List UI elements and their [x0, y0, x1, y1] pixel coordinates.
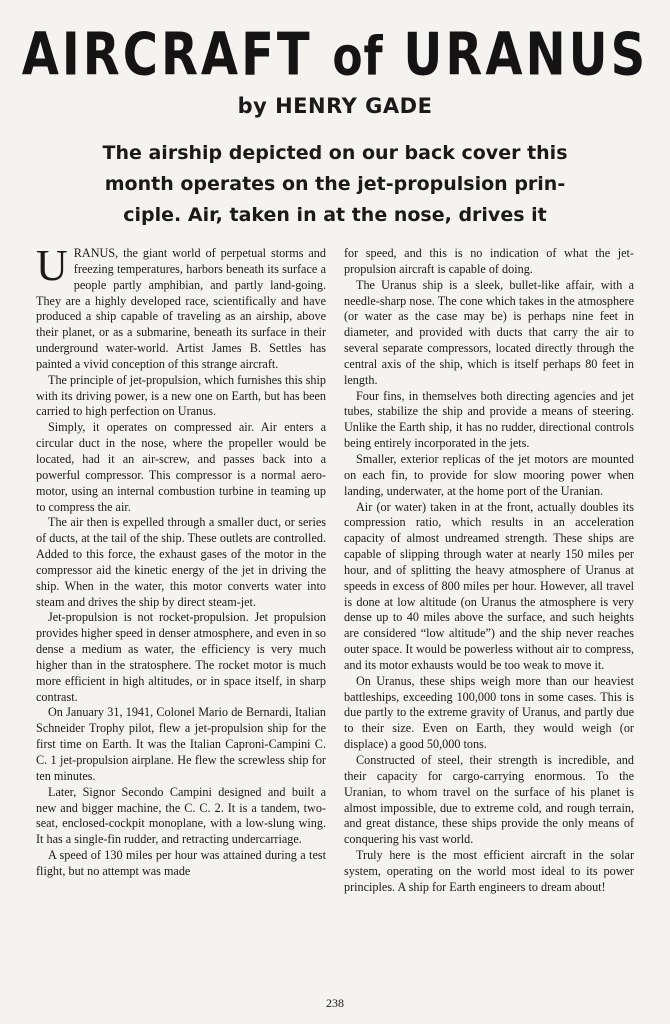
deck-line: month operates on the jet-propulsion prin- [104, 173, 566, 195]
body-paragraph: Air (or water) taken in at the front, actually doubles its compression ratio, which results in an acceleration capacity of almost undreamed strength. These ships are capable of slipping through water at nearly 150 miles per hour, and of splitting the heavy atmosphere of Uranus at speeds in excess of 800 miles per hour. However, all travel is done at low altitude (on Uranus the atmosphere is very dense up to 40 miles above the surface, and such heights are considered “low altitude”) and the ship never reaches outer space. It would be powerless without air to compress, and its motor exhausts would be too weak to move it. [344, 499, 634, 672]
body-paragraph: The air then is expelled through a smaller duct, or series of ducts, at the tail of the ship. These outlets are controlled. Added to this force, the exhaust gases of the motor in the compressor aid the kinetic energy of the jet in driving the ship. When in the water, this motor converts water into steam and drives the ship by direct steam-jet. [36, 515, 326, 609]
body-paragraph: for speed, and this is no indication of what the jet-propulsion aircraft is capable of doing. [344, 246, 634, 276]
body-paragraph: The Uranus ship is a sleek, bullet-like affair, with a needle-sharp nose. The cone which takes in the atmosphere (or water as the case may be) is perhaps nine feet in diameter, and provided with ducts that carry the air to several separate compressors, located directly through the central axis of the ship, which is itself perhaps 80 feet in length. [344, 277, 634, 387]
body-paragraph [36, 241, 326, 373]
author-byline: by HENRY GADE [237, 94, 433, 118]
body-paragraph: On January 31, 1941, Colonel Mario de Bernardi, Italian Schneider Trophy pilot, flew a jet-propulsion ship for the first time on Earth. It was the Italian Caproni-Campini C. C. 1 jet-propulsion airplane. He flew the screwless ship for ten minutes. [36, 705, 326, 783]
title-word-uranus: URANUS [403, 20, 649, 90]
body-paragraph: Jet-propulsion is not rocket-propulsion. Jet propulsion provides higher speed in denser atmosphere, and even in so dense a medium as water, the efficiency is very much higher than in the stratosphere. The rocket motor is much more efficient in high altitudes, or in space itself, in sharp contrast. [36, 610, 326, 704]
right-column [344, 246, 634, 896]
body-paragraph: Smaller, exterior replicas of the jet motors are mounted on each fin, to provide for slow mooring power when landing, underwater, at the home port of the Uranian. [344, 451, 634, 498]
article-title [0, 22, 670, 90]
body-paragraph: Four fins, in themselves both directing agencies and jet tubes, stabilize the ship and provide a means of steering. Unlike the Earth ship, it has no rudder, directional controls being entirely incorporated in the jets. [344, 388, 634, 451]
left-column [36, 241, 326, 880]
body-paragraph: Simply, it operates on compressed air. Air enters a circular duct in the nose, where the propeller would be located, had it an air-screw, and passes back into a powerful compressor. This compressor is a normal aero-motor, using an internal combustion turbine in teaming up to compress the air. [36, 420, 326, 514]
body-paragraph: Later, Signor Secondo Campini designed and built a new and bigger machine, the C. C. 2. It is a tandem, two-seat, enclosed-cockpit monoplane, with a low-slung wing. It has a single-fin rudder, and retracting undercarriage. [36, 784, 326, 847]
body-paragraph: On Uranus, these ships weigh more than our heaviest battleships, exceeding 100,000 tons in some cases. This is due partly to the extreme gravity of Uranus, and partly due to their size. Even on Earth, they would weigh (or displace) a good 50,000 tons. [344, 673, 634, 752]
article-deck [92, 138, 578, 231]
page-number: 238 [326, 996, 344, 1010]
deck-line: ciple. Air, taken in at the nose, drives it [123, 204, 547, 226]
body-paragraph: Constructed of steel, their strength is incredible, and their capacity for cargo-carrying enormous. To the Uranian, to whom travel on the surface of his planet is almost impossible, due to extreme cold, and rough terrain, and great distance, these ships provide the only means of conquering his vast world. [344, 753, 634, 847]
drop-cap: U [36, 241, 68, 290]
body-paragraph: Truly here is the most efficient aircraft in the solar system, operating on the world most ideal to its power principles. A ship for Earth engineers to dream about! [344, 848, 634, 894]
title-word-aircraft: AIRCRAFT [21, 20, 313, 90]
title-word-of: of [332, 25, 384, 88]
deck-line: The airship depicted on our back cover this [102, 142, 568, 164]
body-paragraph: The principle of jet-propulsion, which furnishes this ship with its driving power, is a new one on Earth, but has been carried to high perfection on Uranus. [36, 372, 326, 419]
body-paragraph: A speed of 130 miles per hour was attained during a test flight, but no attempt was made [36, 848, 326, 878]
paragraph-text: RANUS, the giant world of perpetual storms and freezing temperatures, harbors beneath its surface a people partly amphibian, and partly land-going. They are a highly developed race, scientifically and have produced a ship capable of traveling as an airship, above their planet, or as a submarine, beneath its surface in their underground water-world. Artist James B. Settles has painted a vivid conception of this strange aircraft. [36, 246, 326, 371]
